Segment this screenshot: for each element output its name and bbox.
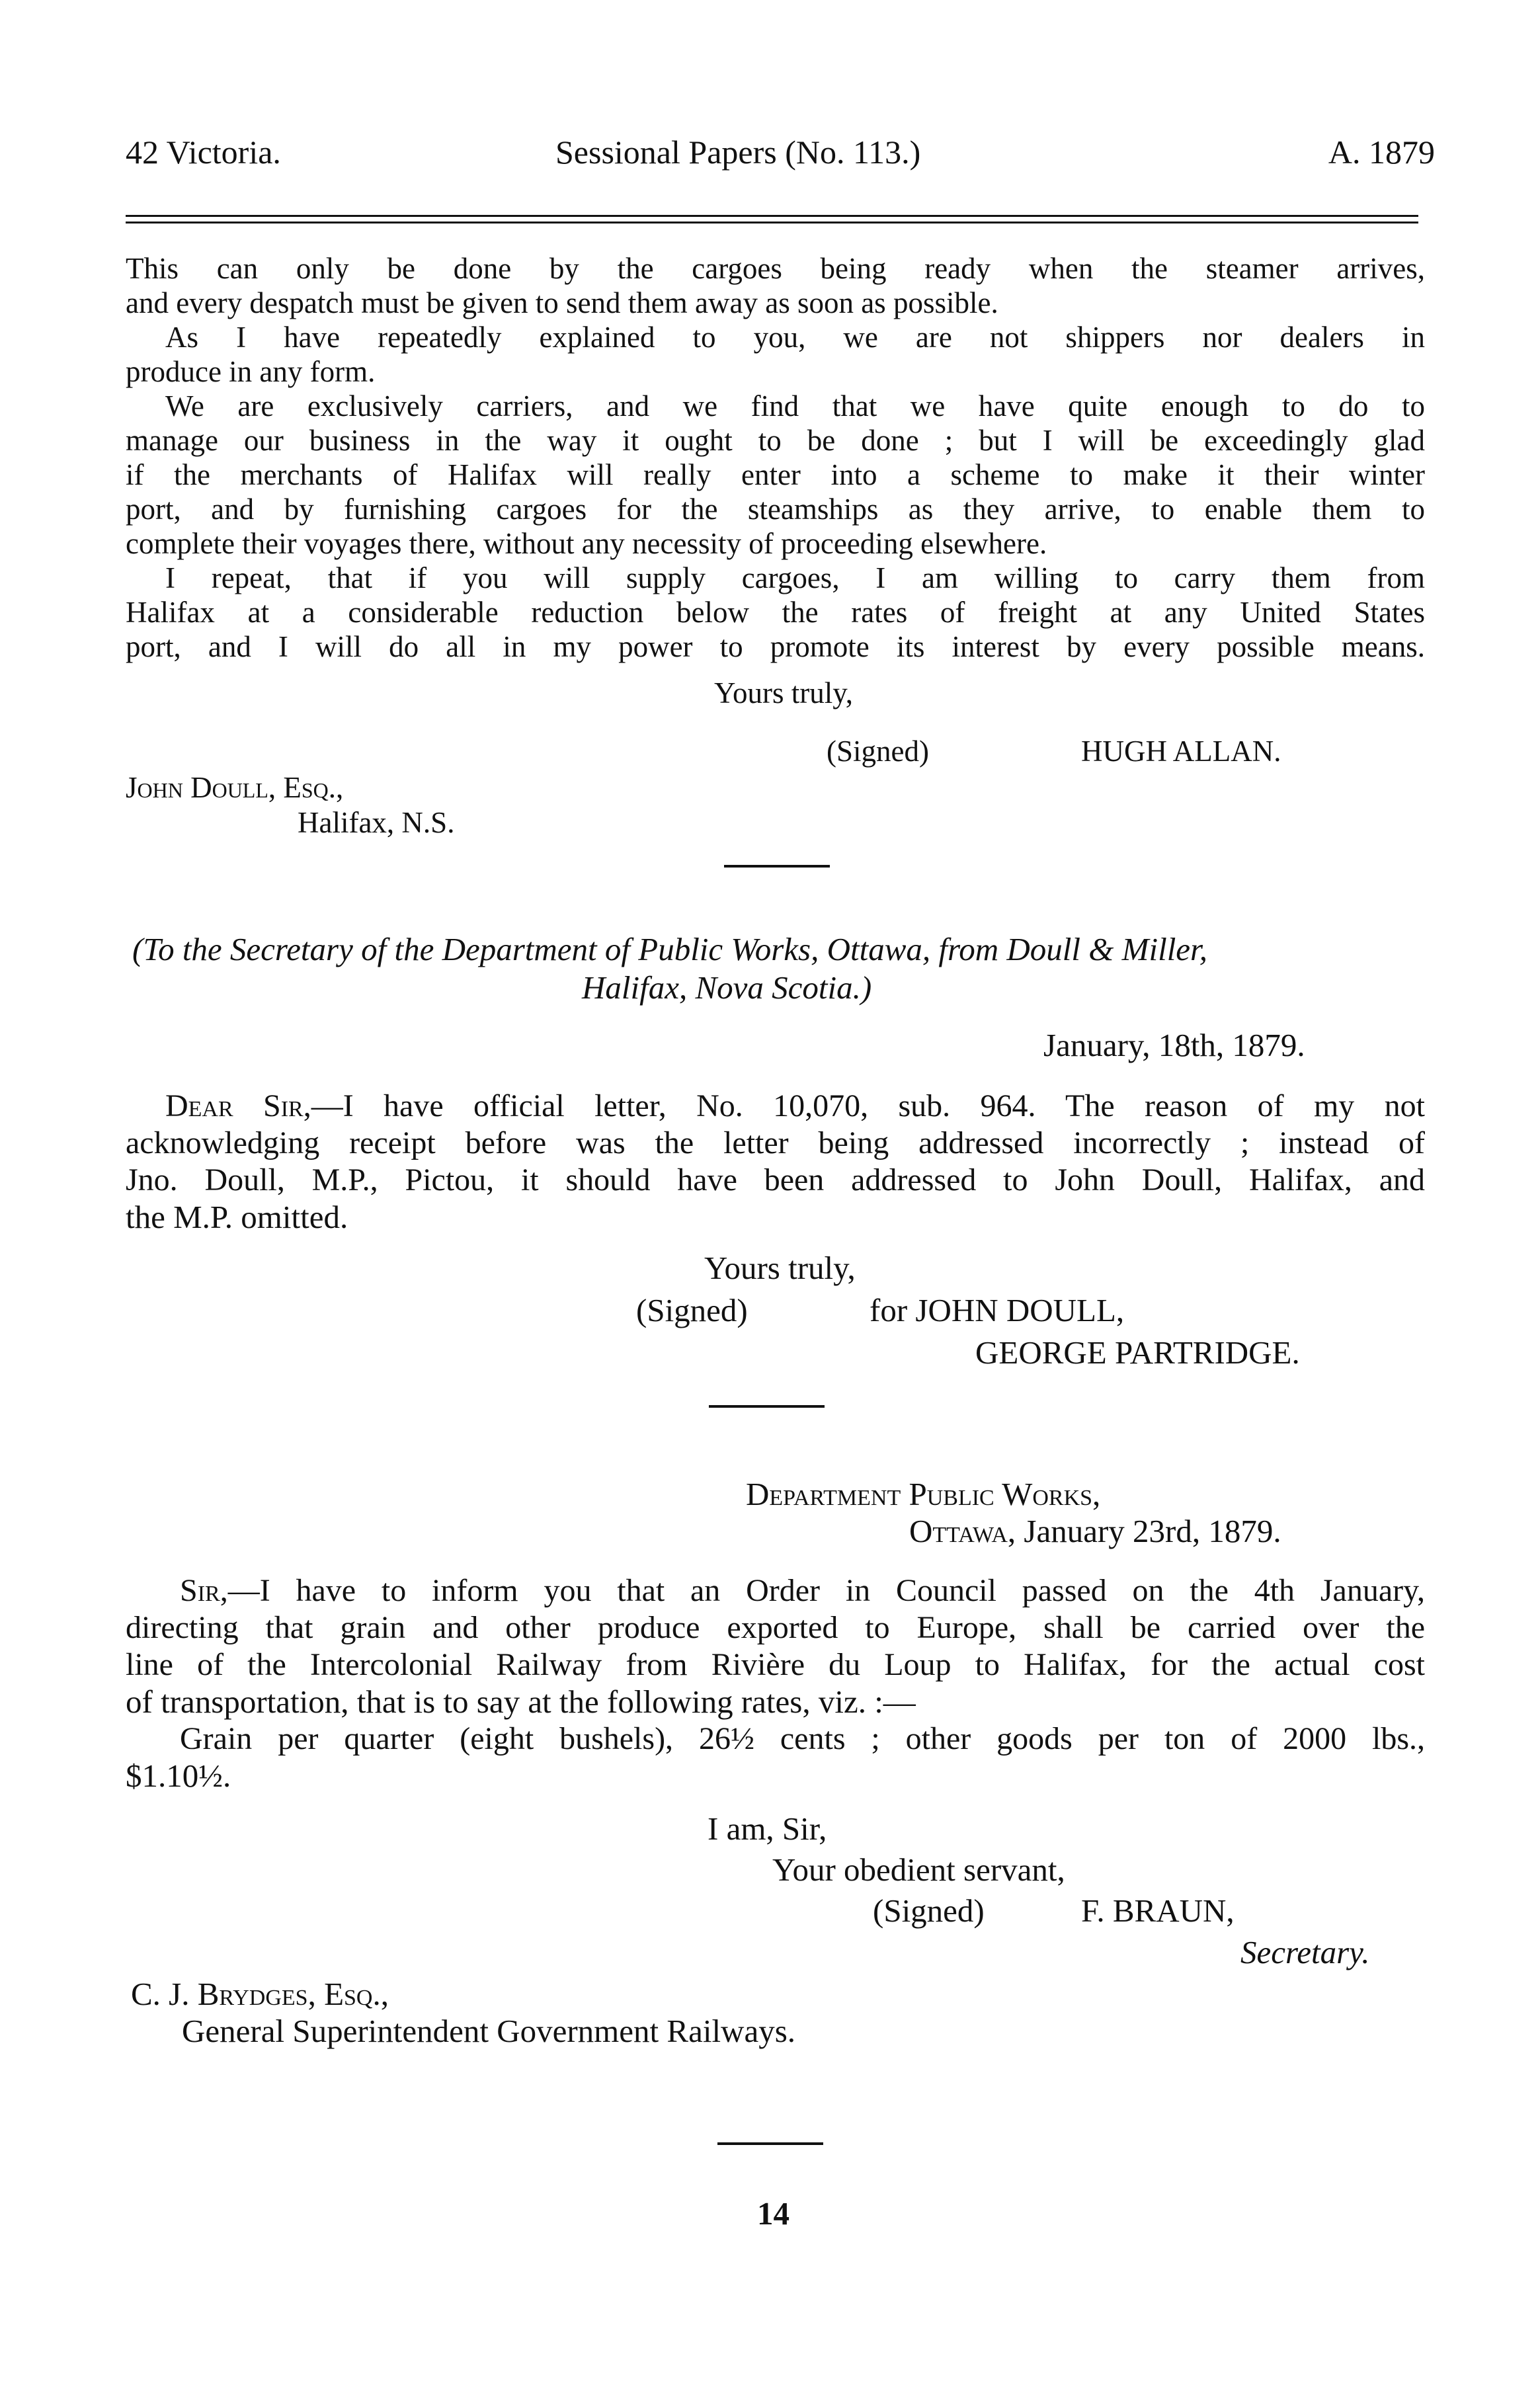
section-divider-3 (717, 2142, 823, 2145)
letter3-place-date (909, 1513, 1281, 1550)
section-divider-2 (709, 1405, 825, 1408)
letter3-department: Department Public Works, (746, 1476, 1101, 1512)
letter1-signer: HUGH ALLAN. (1081, 735, 1281, 768)
letter3-line-3: line of the Intercolonial Railway from Rivière du Loup to Halifax, for the actual cost (126, 1647, 1425, 1682)
letter1-line-7: if the merchants of Halifax will really enter into a scheme to make it their winter (126, 458, 1425, 491)
letter1-line-1: This can only be done by the cargoes being ready when the steamer arrives, (126, 252, 1425, 285)
letter2-closing: Yours truly, (704, 1250, 856, 1286)
page-header (126, 129, 1435, 175)
letter3-line-4: of transportation, that is to say at the following rates, viz. :— (126, 1683, 916, 1720)
letter1-line-12: port, and I will do all in my power to promote its interest by every possible means. (126, 630, 1425, 663)
letter3-signed: (Signed) (873, 1892, 985, 1929)
letter3-signer-title: Secretary. (1240, 1934, 1370, 1970)
letter2-signed: (Signed) (636, 1292, 748, 1328)
letter3-addressee-name: C. J. Brydges, Esq., (131, 1976, 389, 2012)
letter1-line-9: complete their voyages there, without any necessity of proceeding elsewhere. (126, 527, 1047, 560)
letter3-line-6: $1.10½. (126, 1758, 231, 1794)
letter2-heading-line2: Halifax, Nova Scotia.) (582, 969, 872, 1006)
header-year: A. 1879 (1328, 134, 1435, 171)
letter1-line-6: manage our business in the way it ought to be done ; but I will be exceedingly glad (126, 424, 1425, 457)
letter1-signed: (Signed) (827, 735, 929, 768)
letter2-heading-line1: (To the Secretary of the Department of Public Works, Ottawa, from Doull & Miller, (132, 931, 1207, 967)
letter1-line-11: Halifax at a considerable reduction below the rates of freight at any United States (126, 596, 1425, 629)
letter1-line-8: port, and by furnishing cargoes for the steamships as they arrive, to enable them to (126, 493, 1425, 526)
letter2-line-4: the M.P. omitted. (126, 1199, 348, 1235)
letter3-closing2: Your obedient servant, (772, 1851, 1065, 1888)
header-rule-top (126, 215, 1418, 217)
letter3-line-2: directing that grain and other produce exported to Europe, shall be carried over the (126, 1610, 1425, 1645)
header-title: Sessional Papers (No. 113.) (555, 134, 921, 171)
letter1-line-10: I repeat, that if you will supply cargoes, I am willing to carry them from (165, 561, 1425, 594)
letter3-addressee-title: General Superintendent Government Railways. (182, 2013, 796, 2049)
letter2-salutation: Dear Sir, (165, 1088, 311, 1123)
letter3-line-1-text: —I have to inform you that an Order in Council passed on the 4th January, (227, 1573, 1425, 1608)
letter2-signer-line2: GEORGE PARTRIDGE. (975, 1334, 1300, 1371)
letter1-addressee-name: John Doull, Esq., (126, 771, 344, 804)
letter1-addressee-place: Halifax, N.S. (298, 806, 455, 839)
letter2-line-3: Jno. Doull, M.P., Pictou, it should have been addressed to John Doull, Halifax, and (126, 1162, 1425, 1197)
letter2-line-2: acknowledging receipt before was the letter being addressed incorrectly ; instead of (126, 1125, 1425, 1160)
section-divider-1 (724, 865, 830, 868)
letter3-date: January 23rd, 1879. (1024, 1513, 1281, 1549)
letter2-signer-line1: for JOHN DOULL, (870, 1292, 1125, 1328)
letter3-place: Ottawa, (909, 1513, 1016, 1549)
letter3-salutation: Sir, (180, 1573, 228, 1608)
letter1-closing: Yours truly, (714, 676, 854, 709)
letter2-line-1 (165, 1088, 1425, 1125)
page-number: 14 (757, 2195, 790, 2232)
letter2-line-1-text: —I have official letter, No. 10,070, sub. 964. The reason of my not (311, 1088, 1425, 1123)
letter1-line-5: We are exclusively carriers, and we find that we have quite enough to do to (165, 389, 1425, 423)
letter3-closing1: I am, Sir, (708, 1810, 827, 1847)
letter1-line-2: and every despatch must be given to send them away as soon as possible. (126, 286, 998, 319)
header-rule-bottom (126, 222, 1418, 223)
letter3-line-5: Grain per quarter (eight bushels), 26½ cents ; other goods per ton of 2000 lbs., (180, 1721, 1425, 1756)
letter3-signer: F. BRAUN, (1081, 1892, 1235, 1929)
letter1-line-4: produce in any form. (126, 355, 376, 388)
header-session: 42 Victoria. (126, 134, 281, 171)
letter2-date: January, 18th, 1879. (1043, 1027, 1305, 1063)
letter3-line-1 (180, 1572, 1425, 1609)
letter1-line-3: As I have repeatedly explained to you, we are not shippers nor dealers in (165, 321, 1425, 354)
